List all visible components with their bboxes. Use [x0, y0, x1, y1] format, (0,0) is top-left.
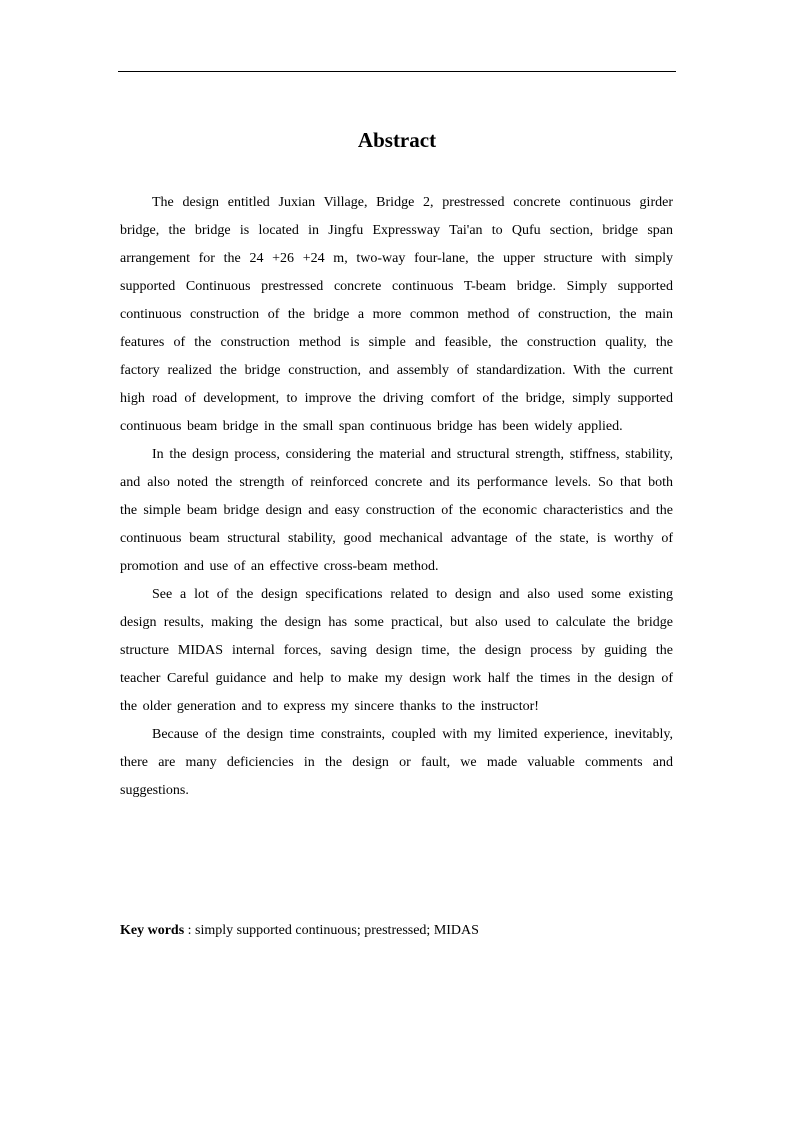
abstract-body	[120, 189, 673, 805]
keywords-label: Key words	[120, 923, 185, 938]
abstract-paragraph-3: See a lot of the design specifications related to design and also used some existing design results, making the design has some practical, but also used to calculate the bridge structure MIDAS internal forces, saving design time, the design process by guiding the teacher Careful guidance and help to make my design work half the times in the design of the older generation and to express my sincere thanks to the instructor!	[120, 587, 673, 714]
page-title: Abstract	[357, 128, 437, 152]
header-rule	[118, 71, 676, 72]
abstract-paragraph-4: Because of the design time constraints, coupled with my limited experience, inevitably, there are many deficiencies in the design or fault, we made valuable comments and suggestions.	[120, 727, 673, 798]
keywords-text: : simply supported continuous; prestressed; MIDAS	[184, 923, 479, 938]
abstract-paragraph-1: The design entitled Juxian Village, Bridge 2, prestressed concrete continuous girder bridge, the bridge is located in Jingfu Expressway Tai'an to Qufu section, bridge span arrangement for the 24 +26 +24 m, two-way four-lane, the upper structure with simply supported Continuous prestressed concrete continuous T-beam bridge. Simply supported continuous construction of the bridge a more common method of construction, the main features of the construction method is simple and feasible, the construction quality, the factory realized the bridge construction, and assembly of standardization. With the current high road of development, to improve the driving comfort of the bridge, simply supported continuous beam bridge in the small span continuous bridge has been widely applied.	[120, 195, 673, 434]
keywords-line	[120, 917, 673, 945]
abstract-paragraph-2: In the design process, considering the material and structural strength, stiffness, stability, and also noted the strength of reinforced concrete and its performance levels. So that both the simple beam bridge design and easy construction of the economic characteristics and the continuous beam structural stability, good mechanical advantage of the state, is worthy of promotion and use of an effective cross-beam method.	[120, 447, 673, 574]
